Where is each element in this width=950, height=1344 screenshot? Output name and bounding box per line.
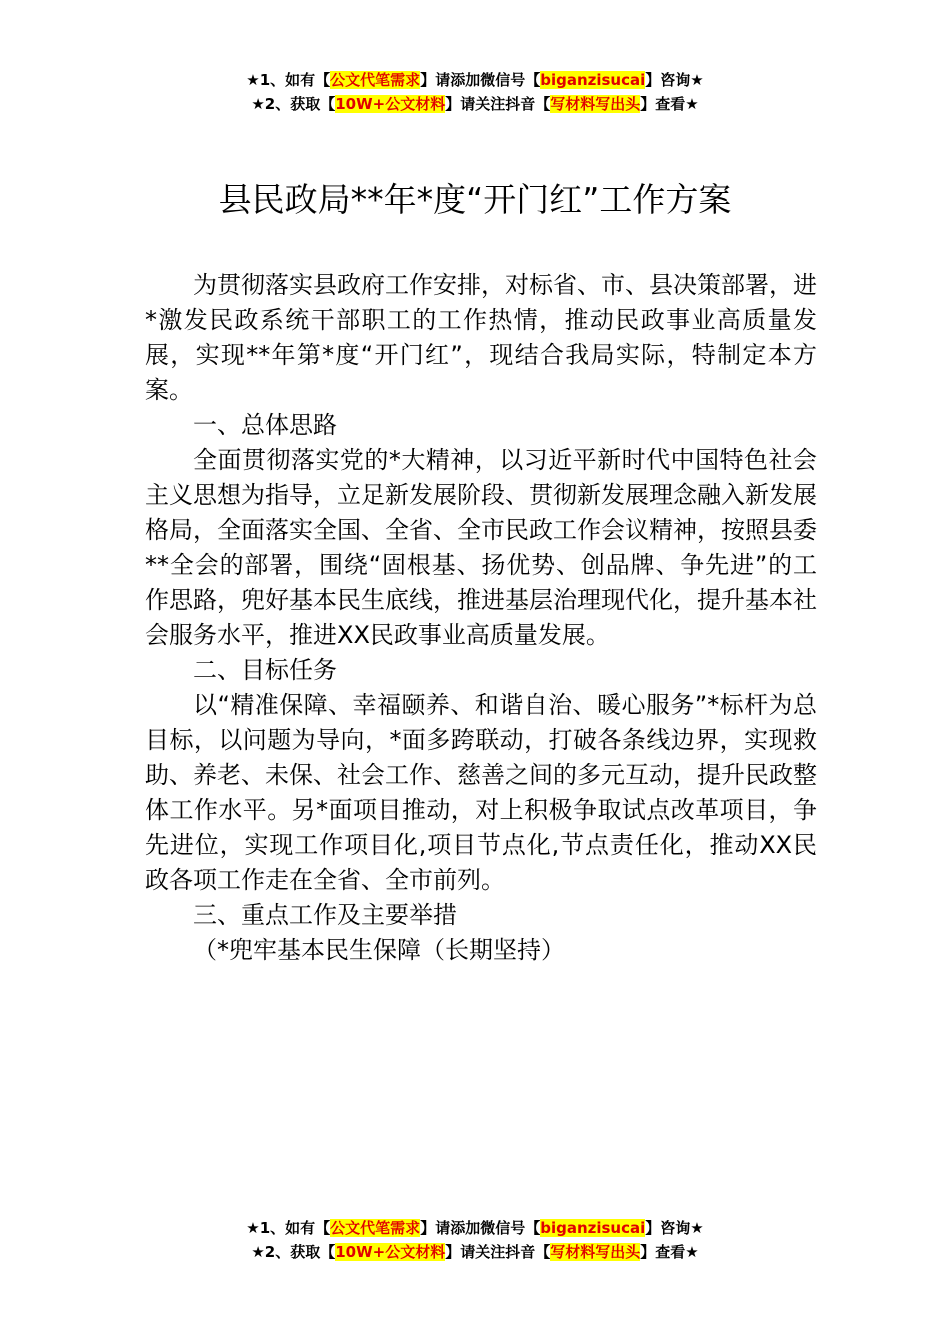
banner-highlight: 写材料写出头 xyxy=(550,1243,641,1261)
paragraph-general-idea: 全面贯彻落实党的*大精神，以习近平新时代中国特色社会主义思想为指导，立足新发展阶段、贯彻新发展理念融入新发展格局，全面落实全国、全省、全市民政工作会议精神，按照县委**全会的部署，围绕“固根基、扬优势、创品牌、争先进”的工作思路，兜好基本民生底线，推进基层治理现代化，提升基本社会服务水平，推进XX民政事业高质量发展。 xyxy=(145,446,817,649)
banner-line-2: ★2、获取【10W+公文材料】请关注抖音【写材料写出头】查看★ xyxy=(251,1243,699,1261)
section-heading-1: 一、总体思路 xyxy=(193,411,337,439)
footer-banner xyxy=(0,1216,950,1264)
banner-highlight: 公文代笔需求 xyxy=(330,1219,421,1237)
banner-highlight: 10W+公文材料 xyxy=(335,1243,446,1261)
section-heading-2: 二、目标任务 xyxy=(193,656,337,684)
banner-highlight: biganzisucai xyxy=(540,71,646,89)
document-title: 县民政局**年*度“开门红”工作方案 xyxy=(218,180,732,219)
subsection-heading-1: （*兜牢基本民生保障（长期坚持） xyxy=(193,936,565,964)
header-banner xyxy=(0,68,950,116)
paragraph-intro: 为贯彻落实县政府工作安排，对标省、市、县决策部署，进*激发民政系统干部职工的工作热情，推动民政事业高质量发展，实现**年第*度“开门红”，现结合我局实际，特制定本方案。 xyxy=(145,271,817,404)
document-body xyxy=(145,268,817,968)
banner-line-1: ★1、如有【公文代笔需求】请添加微信号【biganzisucai】咨询★ xyxy=(246,71,704,89)
banner-line-1: ★1、如有【公文代笔需求】请添加微信号【biganzisucai】咨询★ xyxy=(246,1219,704,1237)
banner-highlight: biganzisucai xyxy=(540,1219,646,1237)
banner-highlight: 10W+公文材料 xyxy=(335,95,446,113)
banner-highlight: 写材料写出头 xyxy=(550,95,641,113)
banner-highlight: 公文代笔需求 xyxy=(330,71,421,89)
banner-line-2: ★2、获取【10W+公文材料】请关注抖音【写材料写出头】查看★ xyxy=(251,95,699,113)
paragraph-goals: 以“精准保障、幸福颐养、和谐自治、暖心服务”*标杆为总目标，以问题为导向，*面多跨联动，打破各条线边界，实现救助、养老、未保、社会工作、慈善之间的多元互动，提升民政整体工作水平。另*面项目推动，对上积极争取试点改革项目，争先进位，实现工作项目化,项目节点化,节点责任化，推动XX民政各项工作走在全省、全市前列。 xyxy=(145,691,817,894)
section-heading-3: 三、重点工作及主要举措 xyxy=(193,901,457,929)
